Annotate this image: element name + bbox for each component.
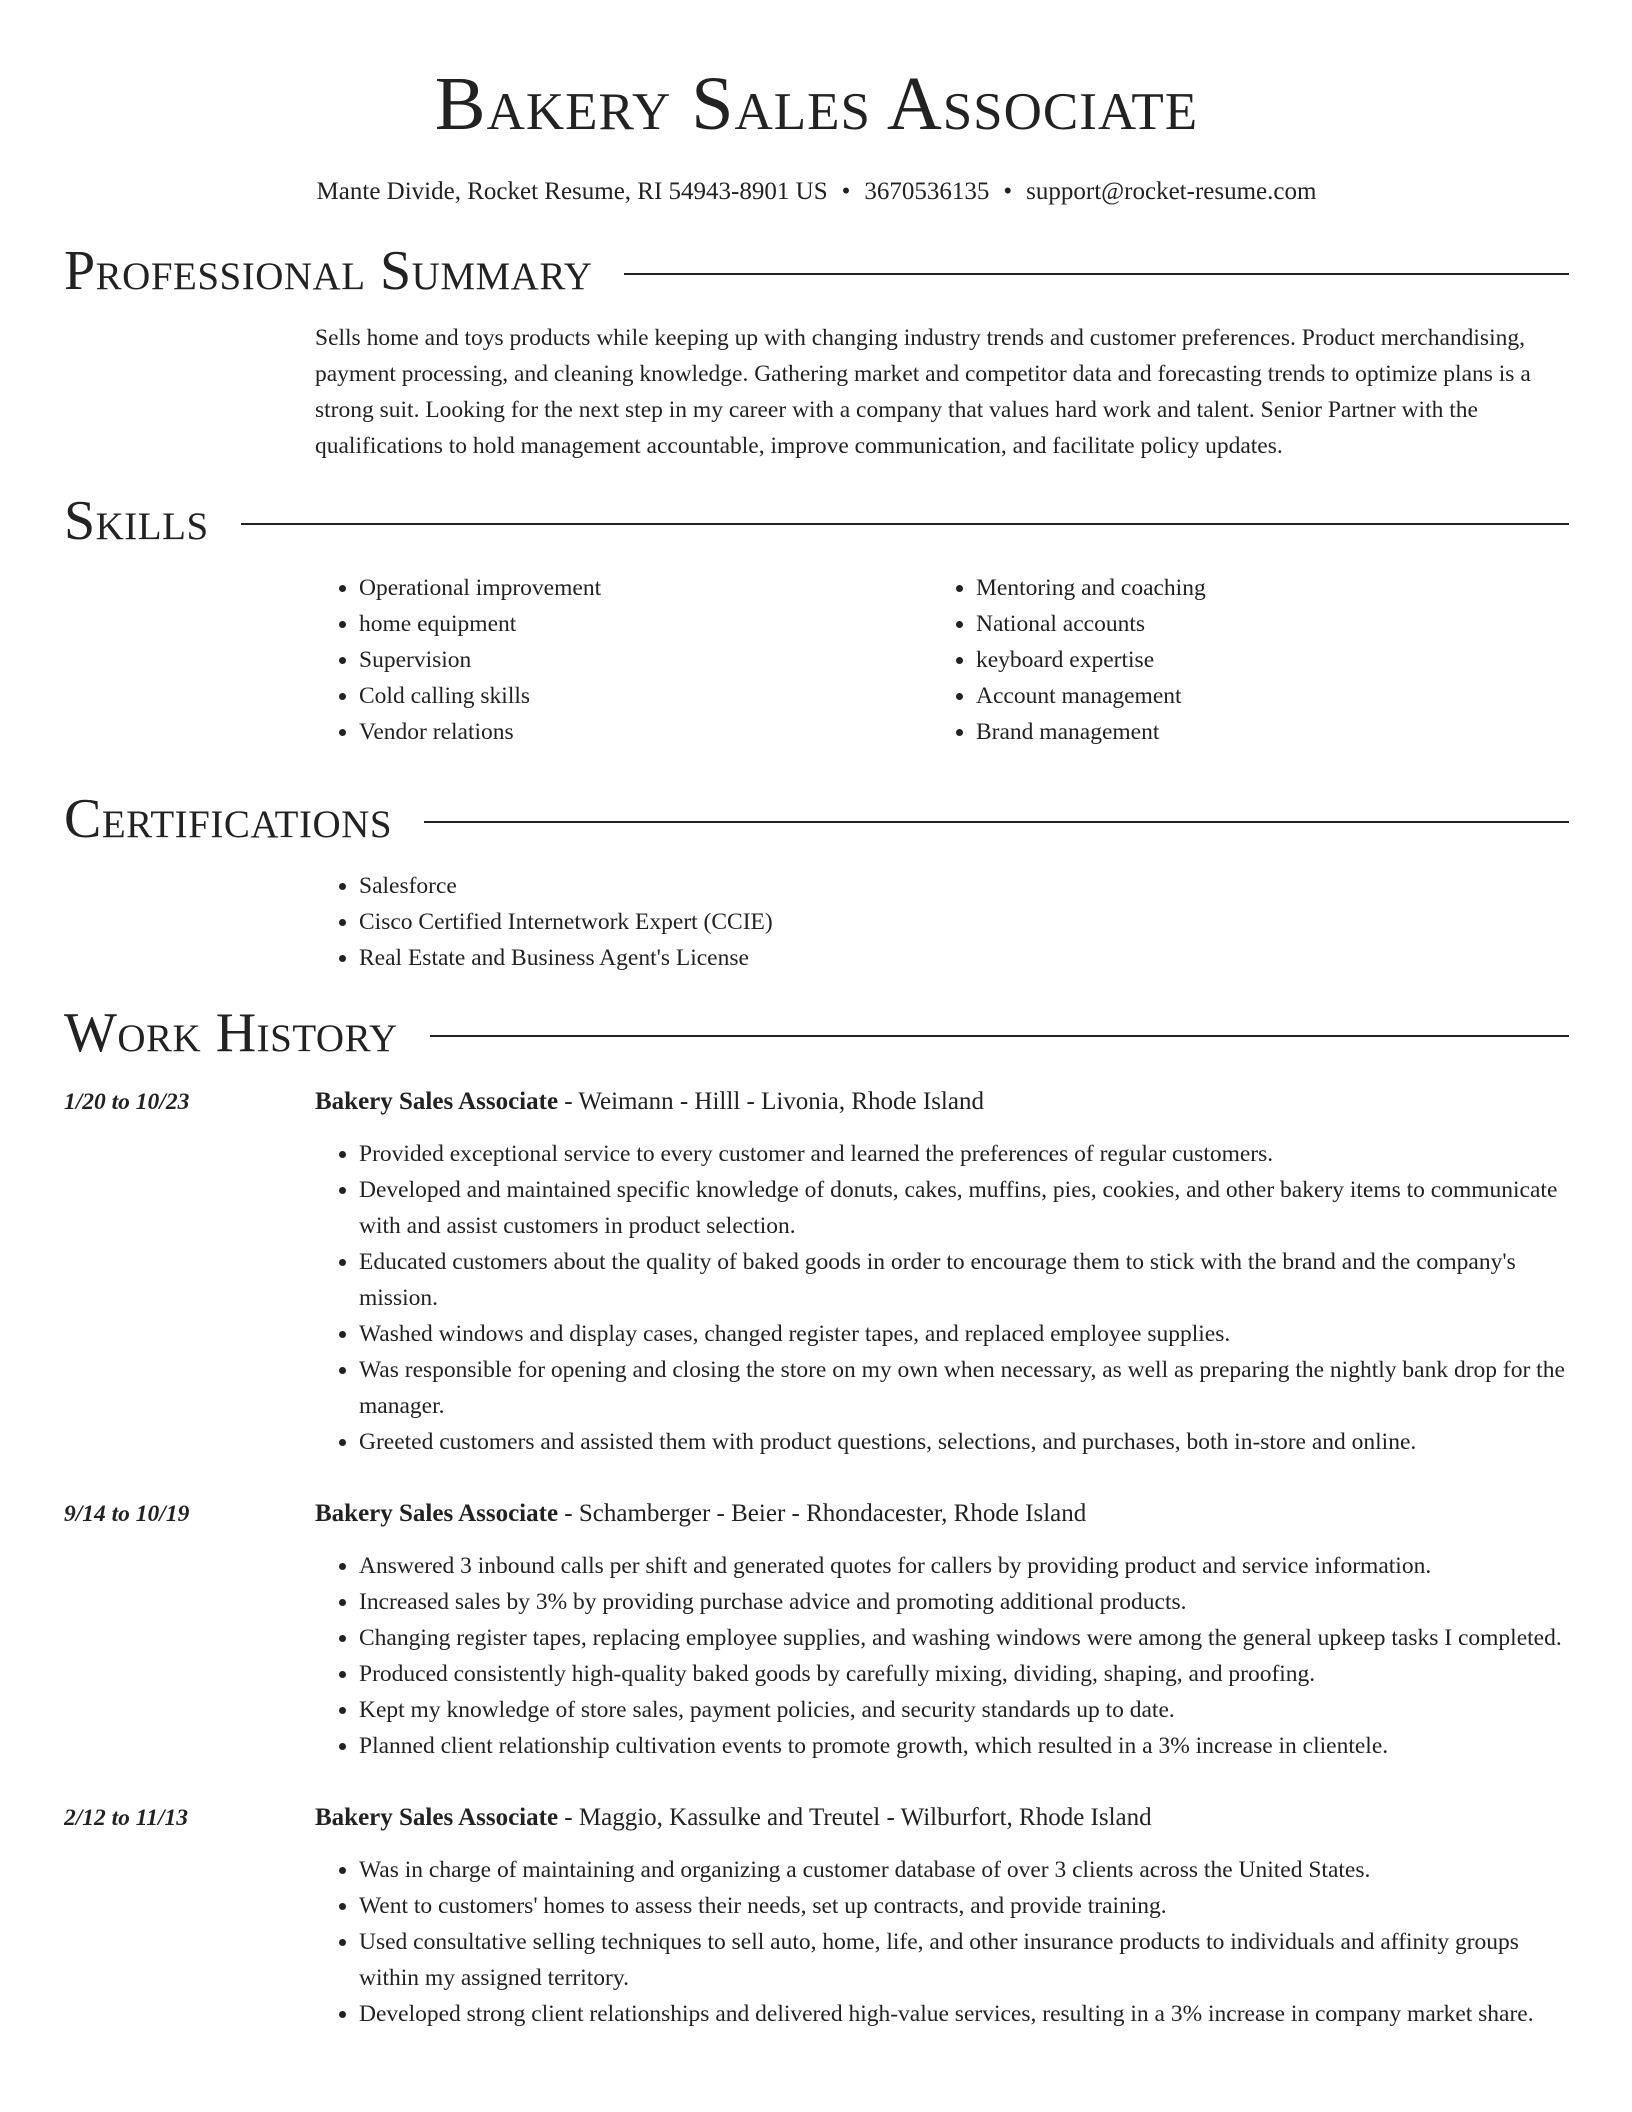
list-item: • Produced consistently high-quality baked goods by carefully mixing, dividing, shaping, and proofing. — [359, 1656, 1569, 1692]
job-entry — [64, 1084, 1569, 1460]
skills-list-left — [315, 570, 932, 750]
list-item: • Planned client relationship cultivation events to promote growth, which resulted in a 3% increase in clientele. — [359, 1728, 1569, 1764]
job-title-line — [315, 1084, 1569, 1120]
work-history-section-header — [64, 1000, 1569, 1066]
list-item: • home equipment — [359, 606, 932, 642]
list-item: • Supervision — [359, 642, 932, 678]
job-dates: 9/14 to 10/19 — [64, 1501, 190, 1527]
job-details: - Maggio, Kassulke and Treutel - Wilburfort, Rhode Island — [558, 1804, 1152, 1831]
job-role: Bakery Sales Associate — [315, 1804, 559, 1831]
list-item: • Provided exceptional service to every customer and learned the preferences of regular customers. — [359, 1136, 1569, 1172]
section-divider — [424, 821, 1569, 823]
summary-section-header — [64, 238, 1569, 304]
summary-text: Sells home and toys products while keeping up with changing industry trends and customer preferences. Product merchandising, payment processing, and cleaning knowledge. Gathering market and competitor data and forecasting trends to optimize plans is a strong suit. Looking for the next step in my career with a company that values hard work and talent. Senior Partner with the qualifications to hold management accountable, improve communication, and facilitate policy updates. — [315, 325, 1531, 459]
work-history-heading: Work History — [64, 1002, 398, 1064]
list-item: • keyboard expertise — [976, 642, 1549, 678]
job-title-line — [315, 1800, 1569, 1836]
certifications-section-header — [64, 786, 1569, 852]
job-role: Bakery Sales Associate — [315, 1088, 559, 1115]
certifications-list — [315, 868, 1569, 976]
list-item: • Answered 3 inbound calls per shift and generated quotes for callers by providing product and service information. — [359, 1548, 1569, 1584]
certifications-heading: Certifications — [64, 788, 393, 850]
section-divider — [430, 1035, 1569, 1037]
job-details: - Weimann - Hilll - Livonia, Rhode Island — [558, 1088, 984, 1115]
skills-list-right — [932, 570, 1549, 750]
job-details: - Schamberger - Beier - Rhondacester, Rhode Island — [558, 1500, 1087, 1527]
job-entry — [64, 1496, 1569, 1764]
list-item: • Cold calling skills — [359, 678, 932, 714]
list-item: • Kept my knowledge of store sales, payment policies, and security standards up to date. — [359, 1692, 1569, 1728]
list-item: • Changing register tapes, replacing employee supplies, and washing windows were among the general upkeep tasks I completed. — [359, 1620, 1569, 1656]
list-item: • Was in charge of maintaining and organizing a customer database of over 3 clients across the United States. — [359, 1852, 1569, 1888]
contact-address: Mante Divide, Rocket Resume, RI 54943-8901 US — [316, 178, 828, 205]
contact-email: support@rocket-resume.com — [1026, 178, 1317, 205]
contact-line — [64, 176, 1569, 208]
list-item: • Educated customers about the quality of baked goods in order to encourage them to stick with the brand and the company's mission. — [359, 1244, 1569, 1316]
skills-heading: Skills — [64, 490, 209, 552]
list-item: • Washed windows and display cases, changed register tapes, and replaced employee supplies. — [359, 1316, 1569, 1352]
list-item: • Real Estate and Business Agent's License — [359, 940, 1569, 976]
job-title-line — [315, 1496, 1569, 1532]
list-item: • Operational improvement — [359, 570, 932, 606]
list-item: • Cisco Certified Internetwork Expert (CCIE) — [359, 904, 1569, 940]
skills-section-header — [64, 488, 1569, 554]
list-item: • Account management — [976, 678, 1549, 714]
list-item: • Greeted customers and assisted them with product questions, selections, and purchases, both in-store and online. — [359, 1424, 1569, 1460]
list-item: • Developed and maintained specific knowledge of donuts, cakes, muffins, pies, cookies, and other bakery items to communicate with and assist customers in product selection. — [359, 1172, 1569, 1244]
job-dates: 2/12 to 11/13 — [64, 1805, 189, 1831]
list-item: • Mentoring and coaching — [976, 570, 1549, 606]
candidate-name: Bakery Sales Associate — [434, 62, 1199, 146]
job-body — [315, 1800, 1569, 2032]
list-item: • Used consultative selling techniques to sell auto, home, life, and other insurance products to individuals and affinity groups within my assigned territory. — [359, 1924, 1569, 1996]
list-item: • Was responsible for opening and closing the store on my own when necessary, as well as preparing the nightly bank drop for the manager. — [359, 1352, 1569, 1424]
skills-column-right — [932, 570, 1549, 750]
section-divider — [241, 523, 1569, 525]
list-item: • Vendor relations — [359, 714, 932, 750]
job-dates: 1/20 to 10/23 — [64, 1089, 190, 1115]
job-bullets — [315, 1548, 1569, 1764]
certifications-items — [315, 868, 1569, 976]
resume-page — [64, 0, 1569, 2112]
contact-separator: • — [1003, 178, 1013, 205]
summary-heading: Professional Summary — [64, 240, 593, 302]
list-item: • Went to customers' homes to assess their needs, set up contracts, and provide training. — [359, 1888, 1569, 1924]
list-item: • Salesforce — [359, 868, 1569, 904]
list-item: • Brand management — [976, 714, 1549, 750]
job-role: Bakery Sales Associate — [315, 1500, 559, 1527]
job-body — [315, 1496, 1569, 1764]
job-body — [315, 1084, 1569, 1460]
list-item: • Developed strong client relationships and delivered high-value services, resulting in a 3% increase in company market share. — [359, 1996, 1569, 2032]
job-bullets — [315, 1852, 1569, 2032]
contact-separator: • — [841, 178, 851, 205]
list-item: • National accounts — [976, 606, 1549, 642]
skills-list — [315, 570, 1569, 750]
section-divider — [624, 273, 1569, 275]
list-item: • Increased sales by 3% by providing purchase advice and promoting additional products. — [359, 1584, 1569, 1620]
job-bullets — [315, 1136, 1569, 1460]
job-entry — [64, 1800, 1569, 2032]
skills-column-left — [315, 570, 932, 750]
contact-phone: 3670536135 — [864, 178, 990, 205]
